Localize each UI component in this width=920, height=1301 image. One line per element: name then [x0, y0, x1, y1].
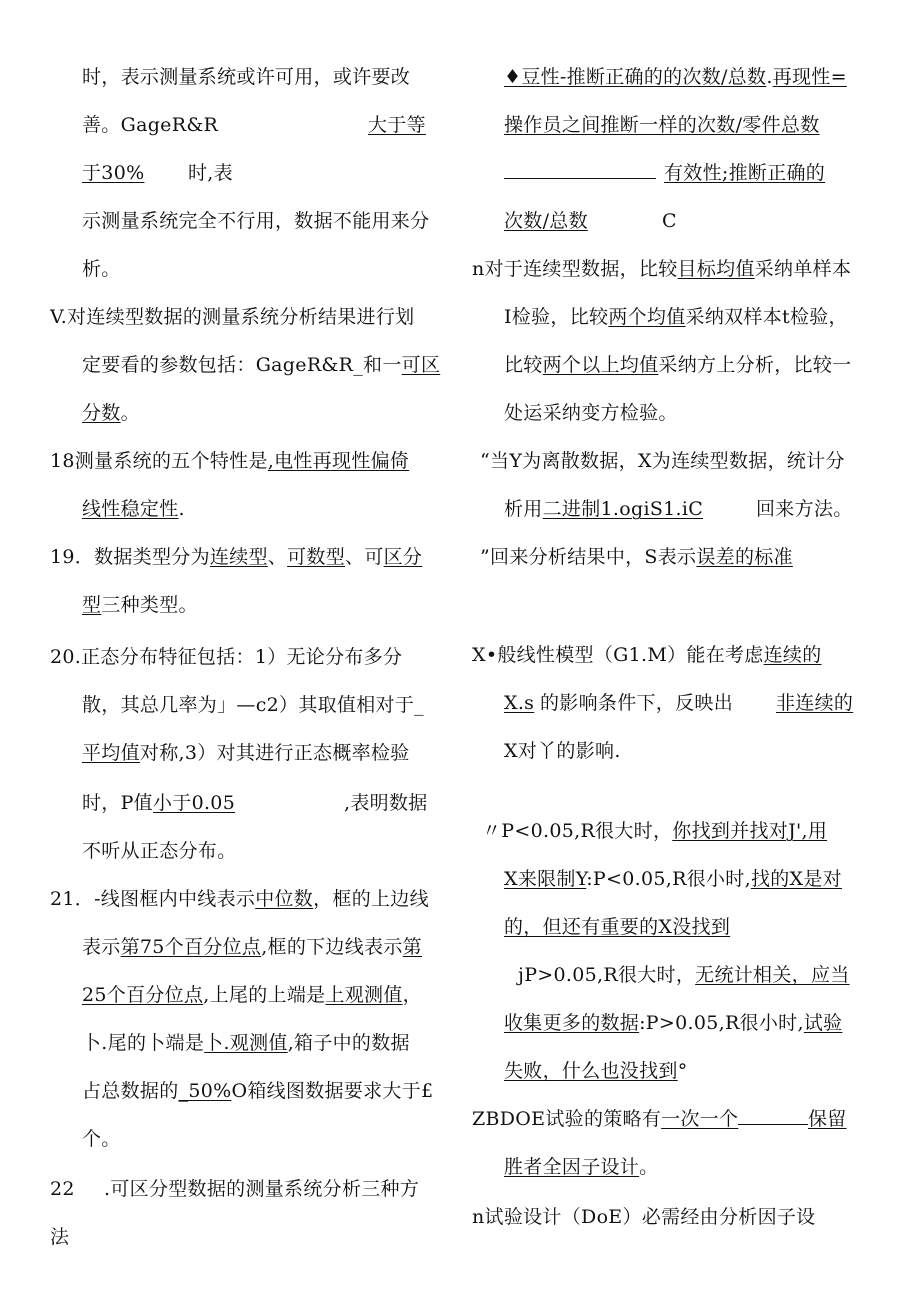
text-line: 的影响条件下，反映出	[540, 692, 734, 714]
text-line: ,表明数据	[344, 792, 428, 814]
text-line: ”回来分析结果中，S表示误差的标准	[480, 546, 793, 568]
text-line: 回来方法。	[756, 498, 853, 520]
text-line: C	[662, 210, 677, 232]
text-line: 平均值对称,3）对其进行正态概率检验	[82, 742, 410, 764]
text-line: “当Y为离散数据，X为连续型数据，统计分	[480, 450, 845, 472]
text-line: 于30%	[82, 162, 145, 184]
text-line: 示测量系统完全不行用，数据不能用来分	[82, 210, 430, 232]
text-line: 析用二进制1.ogiS1.iC	[504, 498, 704, 520]
text-line: X•般线性模型（G1.M）能在考虑连续的	[472, 644, 822, 666]
text-line: 型三种类型。	[82, 594, 198, 616]
text-line: ♦豆性-推断正确的的次数/总数.再现性=	[504, 66, 847, 88]
text-line: .可区分型数据的测量系统分析三种方	[104, 1178, 420, 1200]
text-line: 散，其总几率为」—c2）其取值相对于_	[82, 694, 424, 716]
text-line: 25个百分位点,上尾的上端是上观测值，	[82, 984, 422, 1006]
blank-underline	[738, 1106, 808, 1125]
text-line: 的，但还有重要的X没找到	[504, 916, 731, 938]
text-line: V.对连续型数据的测量系统分析结果进行划	[50, 306, 415, 328]
text-line: 操作员之间推断一样的次数/零件总数	[504, 114, 820, 136]
text-line: 不听从正态分布。	[82, 840, 237, 862]
text-line: 胜者全因子设计。	[504, 1156, 659, 1178]
text-line: 占总数据的_50%O箱线图数据要求大于£	[82, 1080, 434, 1102]
text-line: 21．-线图框内中线表示中位数，框的上边线	[50, 888, 429, 910]
text-line: 处运采纳变方检验。	[504, 402, 678, 424]
text-line: 表示第75个百分位点,框的下边线表示第	[82, 936, 422, 958]
text-line: 法	[50, 1226, 70, 1248]
text-line: 善。GageR&R	[82, 114, 219, 136]
blank-underline	[504, 160, 656, 179]
text-line: 有效性;推断正确的	[664, 162, 826, 184]
text-line: 比较两个以上均值采纳方上分析，比较一	[504, 354, 852, 376]
text-line: I检验，比较两个均值采纳双样本t检验，	[504, 306, 848, 328]
text-line: X来限制Y:P<0.05,R很小时,找的X是对	[504, 868, 842, 890]
text-line: 22	[50, 1178, 75, 1200]
text-line: n对于连续型数据，比较目标均值采纳单样本	[472, 258, 852, 280]
text-line: 非连续的	[776, 692, 854, 714]
text-line: n试验设计（DoE）必需经由分析因子设	[472, 1206, 816, 1228]
text-line: X对丫的影响.	[504, 740, 621, 762]
text-line: 定要看的参数包括：GageR&R_和一可区	[82, 354, 441, 376]
text-line: 时，表示测量系统或许可用，或许要改	[82, 66, 411, 88]
text-line: 18测量系统的五个特性是,电性再现性偏倚	[50, 450, 410, 472]
text-line: 时,表	[188, 162, 233, 184]
text-line: 大于等	[368, 114, 426, 136]
text-line: 分数。	[82, 402, 140, 424]
text-line: 次数/总数	[504, 210, 588, 232]
text-line: 19．数据类型分为连续型、可数型、可区分	[50, 546, 423, 568]
text-line: 个。	[82, 1128, 121, 1150]
text-line: 失败，什么也没找到°	[504, 1060, 688, 1082]
text-line: 线性稳定性.	[82, 498, 185, 520]
text-line: 析。	[82, 258, 121, 280]
text-line: 〃P<0.05,R很大时，你找到并找对J',用	[482, 820, 828, 842]
text-line: ZBDOE试验的策略有一次一个	[472, 1106, 808, 1132]
text-line: X.s	[504, 692, 535, 714]
text-line: jP>0.05,R很大时，无统计相关，应当	[518, 964, 850, 986]
text-line: 保留	[808, 1108, 847, 1130]
text-line: 时，P值小于0.05	[82, 792, 236, 814]
text-line	[504, 160, 656, 186]
text-line: 卜.尾的卜端是卜.观测值,箱子中的数据	[82, 1032, 410, 1054]
text-line: 20.正态分布特征包括：1）无论分布多分	[50, 646, 403, 668]
text-line: 收集更多的数据:P>0.05,R很小时,试验	[504, 1012, 843, 1034]
